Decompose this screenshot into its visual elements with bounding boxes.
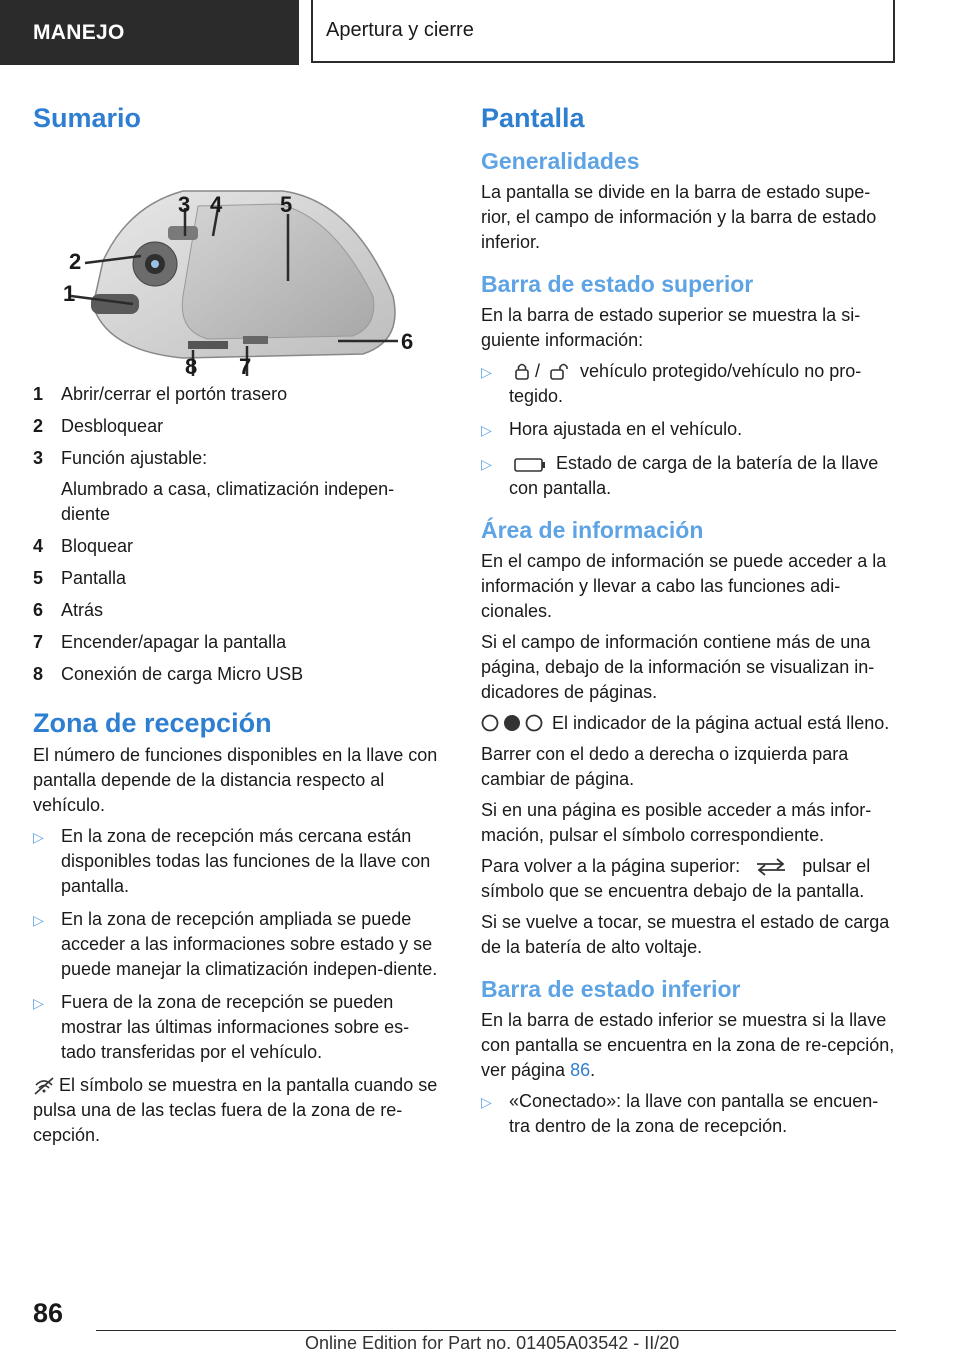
list-item: ▷ «Conectado»: la llave con pantalla se encuen‐tra dentro de la zona de recepción. <box>481 1089 896 1139</box>
list-item: ▷ En la zona de recepción más cercana están disponibles todas las funciones de la llave con pantalla. <box>33 824 443 899</box>
triangle-bullet-icon: ▷ <box>33 912 44 928</box>
area-p1: En el campo de información se puede acceder a la información y llevar a cabo las funciones adi‐cionales. <box>481 551 887 621</box>
figure-label-2: 2 <box>69 249 82 274</box>
list-item: ▷ En la zona de recepción ampliada se puede acceder a las informaciones sobre estado y se puede manejar la climatización indepen‐diente. <box>33 907 443 982</box>
triangle-bullet-icon: ▷ <box>481 1094 492 1110</box>
left-column <box>33 100 443 1154</box>
figure-label-5: 5 <box>280 192 293 217</box>
barra-inf-bullets <box>481 1089 896 1139</box>
list-item: 6 Atrás <box>33 600 104 620</box>
display-key-illustration <box>33 146 438 376</box>
barra-sup-bullets <box>481 359 896 501</box>
list-item: 7 Encender/apagar la pantalla <box>33 632 287 652</box>
list-item: 8 Conexión de carga Micro USB <box>33 664 304 684</box>
chapter-title: Apertura y cierre <box>326 19 474 41</box>
figure-label-6: 6 <box>401 329 414 354</box>
generalidades-text: La pantalla se divide en la barra de estado supe‐rior, el campo de información y la barra de estado inferior. <box>481 182 877 252</box>
figure-label-4: 4 <box>210 192 223 217</box>
triangle-bullet-icon: ▷ <box>481 364 492 380</box>
barra-inf-text: En la barra de estado inferior se muestra si la llave con pantalla se encuentra en la zona de re‐cepción, ver página 86. <box>481 1010 895 1080</box>
section-title: MANEJO <box>33 20 125 44</box>
right-column <box>481 100 896 1147</box>
sumario-list <box>33 382 443 687</box>
page-dots-icon <box>481 713 543 733</box>
page-number: 86 <box>33 1298 64 1328</box>
page-link[interactable]: 86 <box>570 1060 591 1080</box>
pantalla-heading: Pantalla <box>481 103 585 133</box>
barra-inf-heading: Barra de estado inferior <box>481 976 741 1002</box>
list-item: ▷ / vehículo protegido/vehículo no pro‐tegido. <box>481 359 896 409</box>
footer-edition: Online Edition for Part no. 01405A03542 - II/20 <box>305 1333 680 1353</box>
list-item: 4 Bloquear <box>33 536 134 556</box>
zona-heading: Zona de recepción <box>33 708 272 738</box>
area-p5: Si en una página es posible acceder a más infor‐mación, pulsar el símbolo correspondiente. <box>481 800 872 845</box>
list-item: 1 Abrir/cerrar el portón trasero <box>33 384 288 404</box>
figure-label-7: 7 <box>239 354 252 376</box>
triangle-bullet-icon: ▷ <box>33 995 44 1011</box>
unlock-icon <box>549 361 571 381</box>
battery-icon <box>513 457 547 473</box>
back-arrow-icon <box>753 858 789 876</box>
no-signal-icon <box>33 1077 55 1095</box>
triangle-bullet-icon: ▷ <box>33 829 44 845</box>
zona-intro: El número de funciones disponibles en la llave con pantalla depende de la distancia respecto al vehículo. <box>33 745 438 815</box>
area-p7: Si se vuelve a tocar, se muestra el estado de carga de la batería de alto voltaje. <box>481 912 890 957</box>
list-item: 3 Función ajustable: Alumbrado a casa, climatización indepen‐diente <box>33 448 395 524</box>
footer-divider <box>96 1330 896 1331</box>
list-item: 5 Pantalla <box>33 568 127 588</box>
list-item: ▷ Estado de carga de la batería de la llave con pantalla. <box>481 451 896 501</box>
figure-label-3: 3 <box>178 192 191 217</box>
lock-icon <box>513 361 531 381</box>
sumario-heading: Sumario <box>33 103 142 133</box>
barra-sup-intro: En la barra de estado superior se muestra la si‐guiente información: <box>481 305 861 350</box>
list-item: ▷ Fuera de la zona de recepción se pueden mostrar las últimas informaciones sobre es‐tado transferidas por el vehículo. <box>33 990 443 1065</box>
list-item: ▷ Hora ajustada en el vehículo. <box>481 417 896 443</box>
key-figure <box>33 146 438 376</box>
triangle-bullet-icon: ▷ <box>481 422 492 438</box>
figure-label-1: 1 <box>63 281 76 306</box>
area-heading: Área de información <box>481 517 704 543</box>
area-p4: Barrer con el dedo a derecha o izquierda para cambiar de página. <box>481 744 849 789</box>
zona-bullets <box>33 824 443 1065</box>
area-p2: Si el campo de información contiene más de una página, debajo de la información se visualizan in‐dicadores de páginas. <box>481 632 875 702</box>
triangle-bullet-icon: ▷ <box>481 456 492 472</box>
barra-sup-heading: Barra de estado superior <box>481 271 754 297</box>
area-p3: El indicador de la página actual está lleno. <box>481 711 896 736</box>
area-p6: Para volver a la página superior: pulsar el símbolo que se encuentra debajo de la pantalla. <box>481 856 871 901</box>
figure-label-8: 8 <box>185 354 198 376</box>
list-item: 2 Desbloquear <box>33 416 164 436</box>
generalidades-heading: Generalidades <box>481 148 640 174</box>
header-chapter <box>311 0 895 63</box>
header-section <box>0 0 299 65</box>
zona-symbol-note: El símbolo se muestra en la pantalla cuando se pulsa una de las teclas fuera de la zona de re‐cepción. <box>33 1075 438 1145</box>
